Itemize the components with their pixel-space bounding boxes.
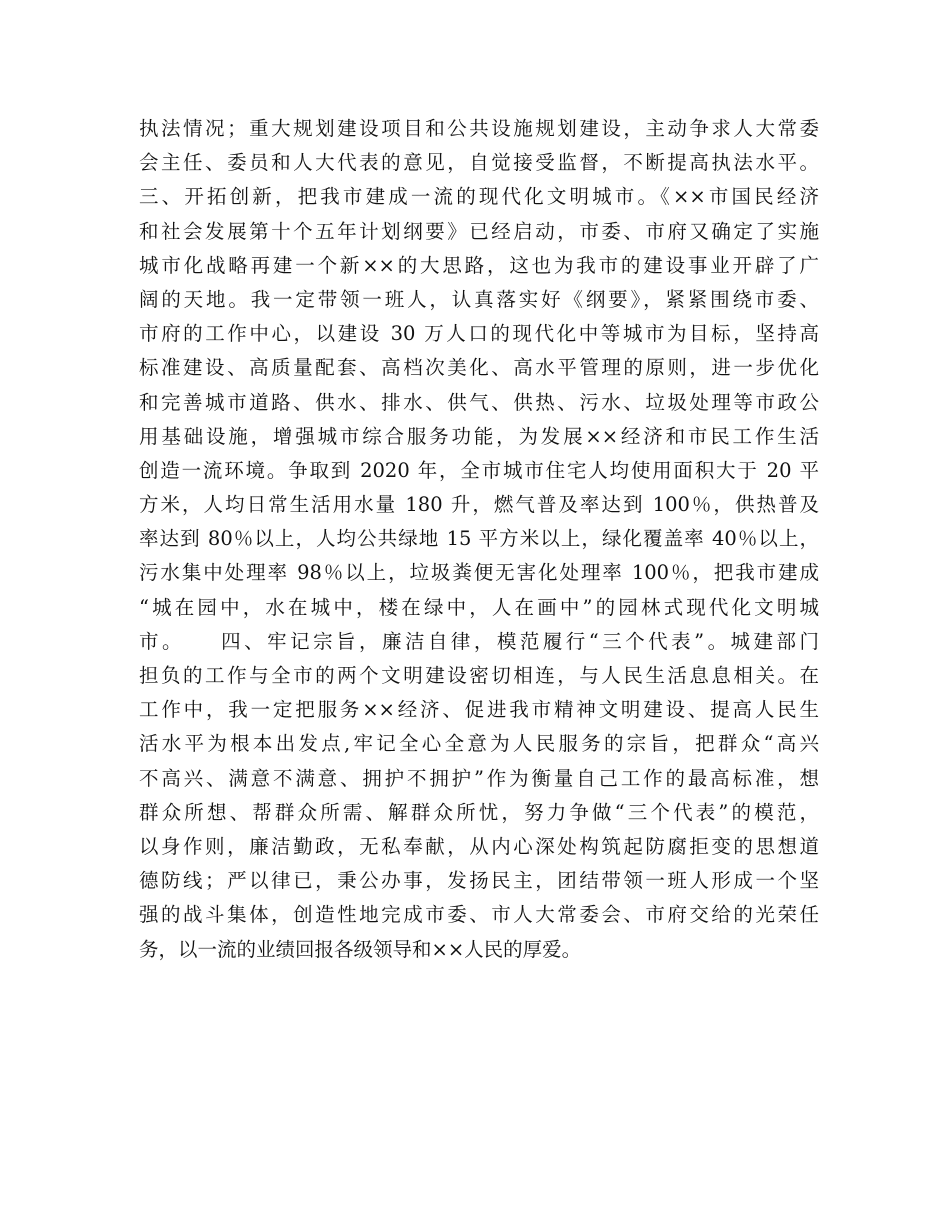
text-line-3: 三、开拓创新，把我市建成一流的现代化文明城市。《××市国民经济 — [139, 185, 819, 209]
text-line-20: 不高兴、满意不满意、拥护不拥护”作为衡量自己工作的最高标准，想 — [139, 766, 819, 790]
text-line-8: 标准建设、高质量配套、高档次美化、高水平管理的原则，进一步优化 — [139, 356, 819, 380]
text-line-11: 创造一流环境。争取到 2020 年，全市城市住宅人均使用面积大于 20 平 — [139, 458, 819, 482]
text-line-15: “城在园中，水在城中，楼在绿中，人在画中”的园林式现代化文明城 — [139, 595, 819, 619]
body-text — [139, 112, 819, 967]
text-line-19: 活水平为根本出发点,牢记全心全意为人民服务的宗旨，把群众“高兴 — [139, 732, 819, 756]
text-line-1: 执法情况；重大规划建设项目和公共设施规划建设，主动争求人大常委 — [139, 117, 819, 140]
text-line-2: 会主任、委员和人大代表的意见，自觉接受监督，不断提高执法水平。 — [139, 151, 819, 175]
text-line-22: 以身作则，廉洁勤政，无私奉献，从内心深处构筑起防腐拒变的思想道 — [139, 834, 819, 858]
text-line-16: 市。 四、牢记宗旨，廉洁自律，模范履行“三个代表”。城建部门 — [139, 629, 819, 653]
text-line-6: 阔的天地。我一定带领一班人，认真落实好《纲要》，紧紧围绕市委、 — [139, 287, 819, 311]
text-line-5: 城市化战略再建一个新××的大思路，这也为我市的建设事业开辟了广 — [139, 253, 819, 277]
text-line-17: 担负的工作与全市的两个文明建设密切相连，与人民生活息息相关。在 — [139, 664, 819, 687]
text-line-24: 强的战斗集体，创造性地完成市委、市人大常委会、市府交给的光荣任 — [139, 903, 819, 927]
text-line-4: 和社会发展第十个五年计划纲要》已经启动，市委、市府又确定了实施 — [139, 219, 819, 243]
text-line-18: 工作中，我一定把服务××经济、促进我市精神文明建设、提高人民生 — [139, 698, 819, 722]
text-line-9: 和完善城市道路、供水、排水、供气、供热、污水、垃圾处理等市政公 — [139, 390, 819, 414]
text-line-7: 市府的工作中心，以建设 30 万人口的现代化中等城市为目标，坚持高 — [139, 322, 819, 346]
text-line-21: 群众所想、帮群众所需、解群众所忧，努力争做“三个代表”的模范， — [139, 800, 819, 824]
text-line-10: 用基础设施，增强城市综合服务功能，为发展××经济和市民工作生活 — [139, 424, 819, 448]
text-line-23: 德防线；严以律已，秉公办事，发扬民主，团结带领一班人形成一个坚 — [139, 869, 819, 893]
text-line-12: 方米，人均日常生活用水量 180 升，燃气普及率达到 100％，供热普及 — [139, 493, 819, 517]
text-line-13: 率达到 80％以上，人均公共绿地 15 平方米以上，绿化覆盖率 40％以上， — [139, 527, 819, 551]
text-line-25: 务，以一流的业绩回报各级领导和××人民的厚爱。 — [139, 937, 582, 961]
text-line-14: 污水集中处理率 98％以上，垃圾粪便无害化处理率 100％，把我市建成 — [139, 561, 819, 585]
